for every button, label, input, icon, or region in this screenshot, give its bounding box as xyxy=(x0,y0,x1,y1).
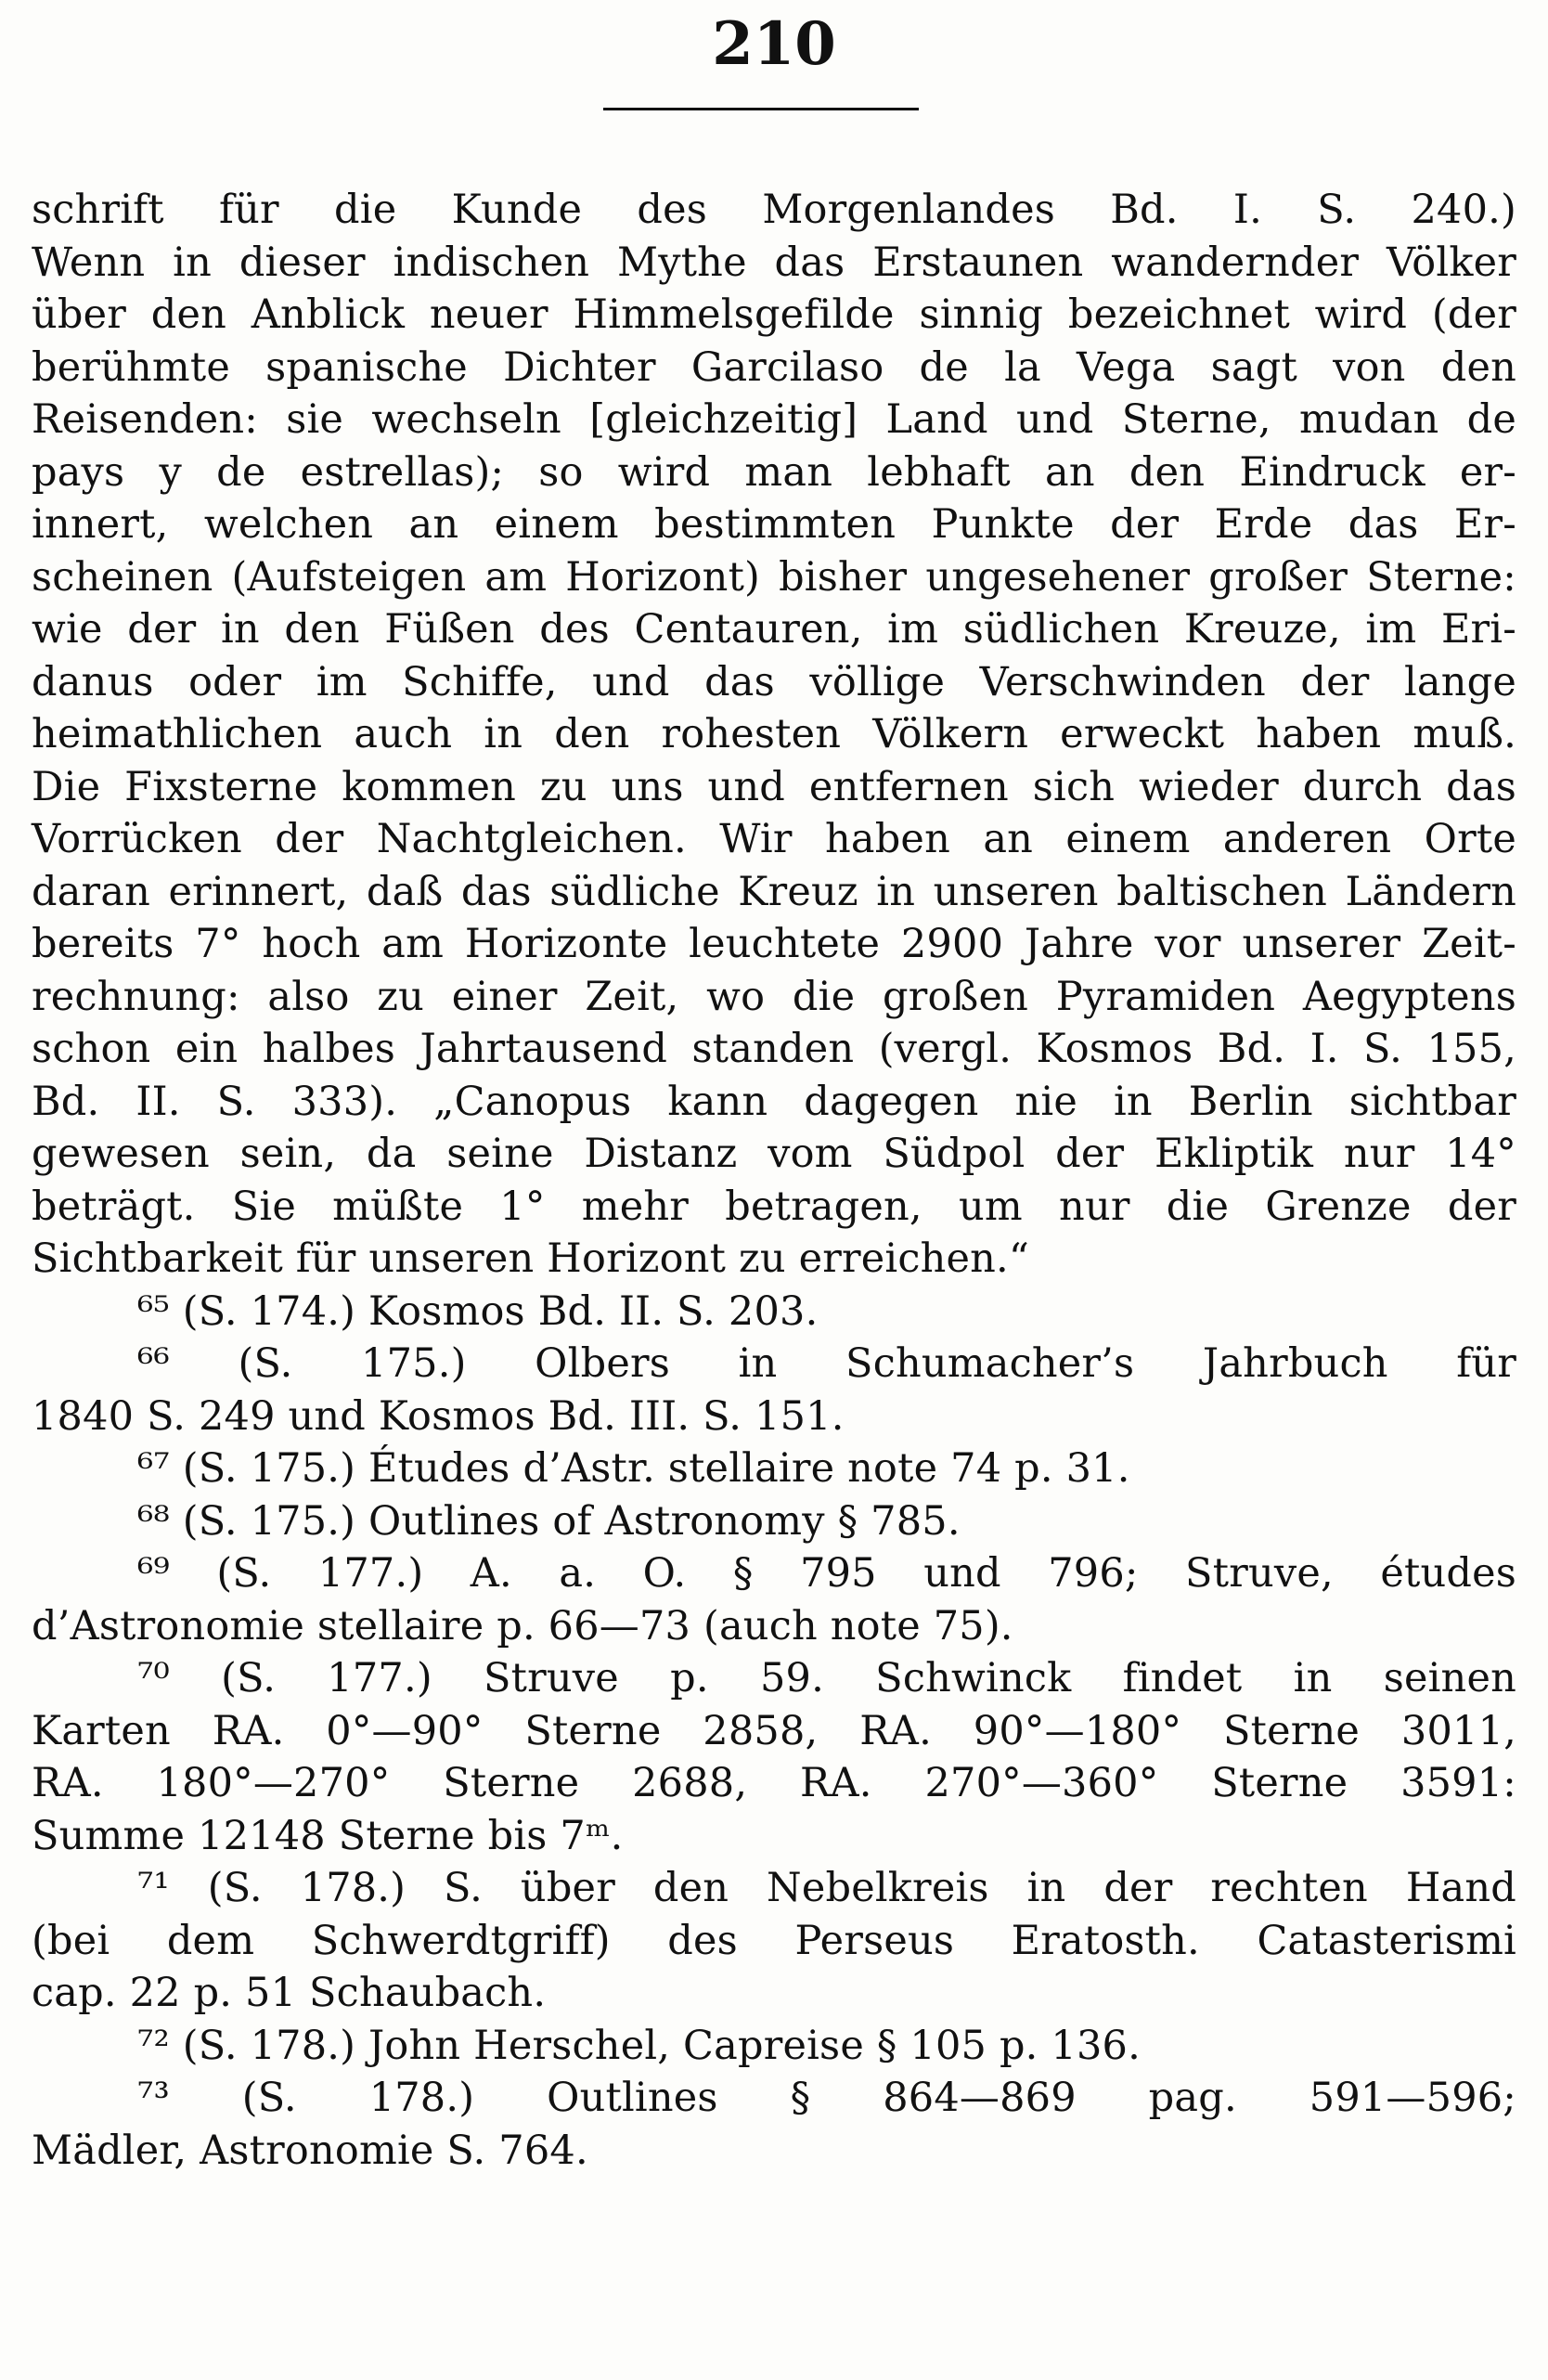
footnote-line: Karten RA. 0°—90° Sterne 2858, RA. 90°—180° Sterne 3011, xyxy=(32,1708,1516,1754)
text-line: daran erinnert, daß das südliche Kreuz in unseren baltischen Ländern xyxy=(32,869,1516,915)
footnote-line: ⁷³ (S. 178.) Outlines § 864—869 pag. 591—596; xyxy=(137,2075,1516,2121)
text-line: schon ein halbes Jahrtausend standen (vergl. Kosmos Bd. I. S. 155, xyxy=(32,1026,1516,1072)
text-line: pays y de estrellas); so wird man lebhaft an den Eindruck er- xyxy=(32,449,1516,496)
page-number: 210 xyxy=(712,9,836,79)
text-line: Bd. II. S. 333). „Canopus kann dagegen nie in Berlin sichtbar xyxy=(32,1079,1516,1125)
footnote-line: (bei dem Schwerdtgriff) des Perseus Eratosth. Catasterismi xyxy=(32,1918,1516,1964)
text-line: Wenn in dieser indischen Mythe das Erstaunen wandernder Völker xyxy=(32,239,1516,286)
text-line: Vorrücken der Nachtgleichen. Wir haben an einem anderen Orte xyxy=(32,816,1516,862)
text-line: wie der in den Füßen des Centauren, im südlichen Kreuze, im Eri- xyxy=(32,606,1516,653)
footnote-line: ⁶⁹ (S. 177.) A. a. O. § 795 und 796; Struve, études xyxy=(137,1550,1516,1597)
footnote-line: ⁷⁰ (S. 177.) Struve p. 59. Schwinck findet in seinen xyxy=(137,1655,1516,1701)
text-line: über den Anblick neuer Himmelsgefilde sinnig bezeichnet wird (der xyxy=(32,291,1516,338)
footnote-line: Mädler, Astronomie S. 764. xyxy=(32,2128,588,2174)
footnote-line: ⁷¹ (S. 178.) S. über den Nebelkreis in der rechten Hand xyxy=(137,1865,1516,1911)
text-line: Reisenden: sie wechseln [gleichzeitig] Land und Sterne, mudan de xyxy=(32,396,1516,443)
text-line: innert, welchen an einem bestimmten Punkte der Erde das Er- xyxy=(32,501,1516,548)
text-line: Sichtbarkeit für unseren Horizont zu erreichen.“ xyxy=(32,1235,1030,1282)
footnote-line: Summe 12148 Sterne bis 7ᵐ. xyxy=(32,1813,624,1859)
footnote-line: d’Astronomie stellaire p. 66—73 (auch note 75). xyxy=(32,1603,1013,1649)
text-line: gewesen sein, da seine Distanz vom Südpol der Ekliptik nur 14° xyxy=(32,1131,1516,1177)
text-line: Die Fixsterne kommen zu uns und entfernen sich wieder durch das xyxy=(32,764,1516,810)
footnote-line: 1840 S. 249 und Kosmos Bd. III. S. 151. xyxy=(32,1393,845,1440)
text-line: schrift für die Kunde des Morgenlandes Bd. I. S. 240.) xyxy=(32,187,1516,233)
text-line: rechnung: also zu einer Zeit, wo die großen Pyramiden Aegyptens xyxy=(32,974,1516,1020)
footnote-line: cap. 22 p. 51 Schaubach. xyxy=(32,1970,547,2016)
text-line: danus oder im Schiffe, und das völlige Verschwinden der lange xyxy=(32,659,1516,705)
footnote-line: ⁶⁵ (S. 174.) Kosmos Bd. II. S. 203. xyxy=(137,1288,819,1335)
text-line: bereits 7° hoch am Horizonte leuchtete 2900 Jahre vor unserer Zeit- xyxy=(32,921,1516,967)
footnote-line: RA. 180°—270° Sterne 2688, RA. 270°—360° Sterne 3591: xyxy=(32,1760,1516,1806)
text-line: berühmte spanische Dichter Garcilaso de la Vega sagt von den xyxy=(32,344,1516,391)
header-rule xyxy=(603,108,919,110)
text-line: beträgt. Sie müßte 1° mehr betragen, um nur die Grenze der xyxy=(32,1184,1516,1230)
footnote-line: ⁶⁶ (S. 175.) Olbers in Schumacher’s Jahrbuch für xyxy=(137,1340,1516,1387)
footnote-line: ⁶⁷ (S. 175.) Études d’Astr. stellaire note 74 p. 31. xyxy=(137,1445,1130,1492)
text-line: heimathlichen auch in den rohesten Völkern erweckt haben muß. xyxy=(32,711,1516,757)
footnote-line: ⁷² (S. 178.) John Herschel, Capreise § 105 p. 136. xyxy=(137,2023,1141,2069)
footnote-line: ⁶⁸ (S. 175.) Outlines of Astronomy § 785. xyxy=(137,1498,961,1545)
text-line: scheinen (Aufsteigen am Horizont) bisher ungesehener großer Sterne: xyxy=(32,554,1516,601)
